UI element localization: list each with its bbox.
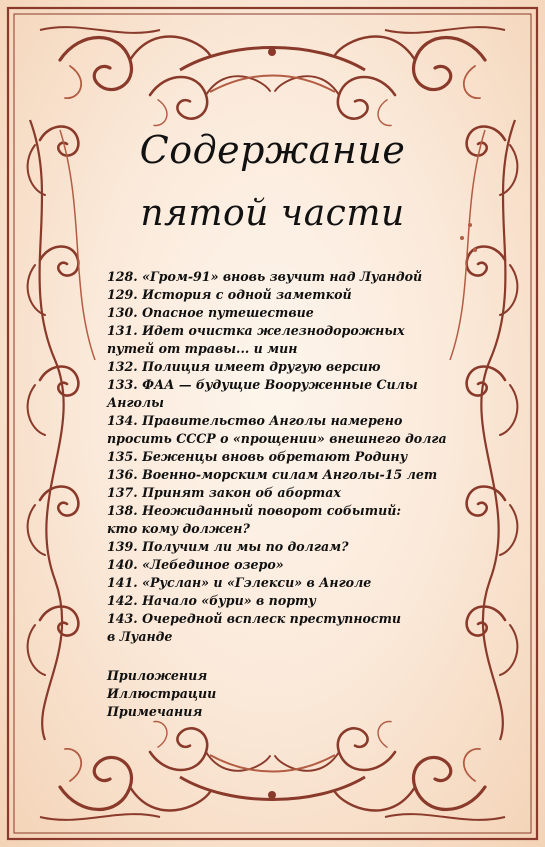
- toc-entry-continuation: Анголы: [107, 395, 164, 410]
- appendix-item-primechaniya: Примечания: [107, 704, 203, 719]
- toc-entry-continuation: в Луанде: [107, 629, 173, 644]
- page-title: Содержание: [139, 128, 406, 172]
- toc-entry: [107, 358, 487, 376]
- toc-entry-number: 134.: [107, 413, 138, 428]
- toc-entry: [107, 466, 487, 484]
- toc-entry-title: Неожиданный поворот событий:: [142, 503, 402, 518]
- toc-entry: [107, 574, 487, 592]
- toc-entry-title: «Руслан» и «Гэлекси» в Анголе: [142, 575, 372, 590]
- toc-entry-number: 141.: [107, 575, 138, 590]
- appendix-item-illyustratsii: Иллюстрации: [107, 686, 217, 701]
- toc-entry-number: 142.: [107, 593, 138, 608]
- toc-entry-continuation: кто кому должен?: [107, 521, 250, 536]
- toc-entry: [107, 322, 487, 340]
- toc-entry: [107, 556, 487, 574]
- toc-entry: [107, 286, 487, 304]
- top-ornament: [40, 27, 505, 125]
- toc-entry: [107, 610, 487, 628]
- toc-entry-title: Очередной всплеск преступности: [142, 611, 402, 626]
- toc-entry-number: 143.: [107, 611, 138, 626]
- toc-entry-number: 135.: [107, 449, 138, 464]
- toc-entry-number: 129.: [107, 287, 138, 302]
- toc-entry-title: Принят закон об абортах: [142, 485, 341, 500]
- toc-entry-number: 136.: [107, 467, 138, 482]
- table-of-contents: [107, 268, 487, 646]
- toc-entry-title: Идет очистка железнодорожных: [142, 323, 405, 338]
- toc-entry-title: «Лебединое озеро»: [142, 557, 284, 572]
- toc-entry-number: 130.: [107, 305, 138, 320]
- toc-entry-number: 133.: [107, 377, 138, 392]
- toc-entry-title: Беженцы вновь обретают Родину: [142, 449, 408, 464]
- toc-entry-continuation: просить СССР о «прощении» внешнего долга: [107, 431, 447, 446]
- toc-entry: [107, 592, 487, 610]
- bottom-ornament: [40, 721, 505, 819]
- toc-entry-title: Начало «бури» в порту: [142, 593, 316, 608]
- appendix-list: [107, 667, 216, 721]
- toc-entry-number: 132.: [107, 359, 138, 374]
- toc-entry-title: Военно-морским силам Анголы-15 лет: [142, 467, 438, 482]
- toc-entry-title: Полиция имеет другую версию: [142, 359, 381, 374]
- toc-entry-number: 140.: [107, 557, 138, 572]
- toc-entry: [107, 304, 487, 322]
- toc-entry: [107, 538, 487, 556]
- toc-entry: [107, 268, 487, 286]
- toc-entry-continuation: путей от травы... и мин: [107, 341, 298, 356]
- toc-entry-number: 131.: [107, 323, 138, 338]
- toc-entry: [107, 448, 487, 466]
- toc-entry-number: 137.: [107, 485, 138, 500]
- toc-entry-title: История с одной заметкой: [142, 287, 352, 302]
- appendix-item-prilozheniya: Приложения: [107, 668, 208, 683]
- toc-entry: [107, 484, 487, 502]
- toc-entry-title: Опасное путешествие: [142, 305, 314, 320]
- toc-entry-title: Правительство Анголы намерено: [142, 413, 403, 428]
- toc-entry-title: «Гром-91» вновь звучит над Луандой: [142, 269, 423, 284]
- toc-entry: [107, 412, 487, 430]
- toc-entry-number: 128.: [107, 269, 138, 284]
- toc-entry: [107, 502, 487, 520]
- toc-entry-number: 139.: [107, 539, 138, 554]
- toc-entry-number: 138.: [107, 503, 138, 518]
- toc-entry: [107, 376, 487, 394]
- toc-entry-title: ФАА — будущие Вооруженные Силы: [142, 377, 418, 392]
- toc-entry-title: Получим ли мы по долгам?: [142, 539, 349, 554]
- page-subtitle: пятой части: [140, 193, 405, 234]
